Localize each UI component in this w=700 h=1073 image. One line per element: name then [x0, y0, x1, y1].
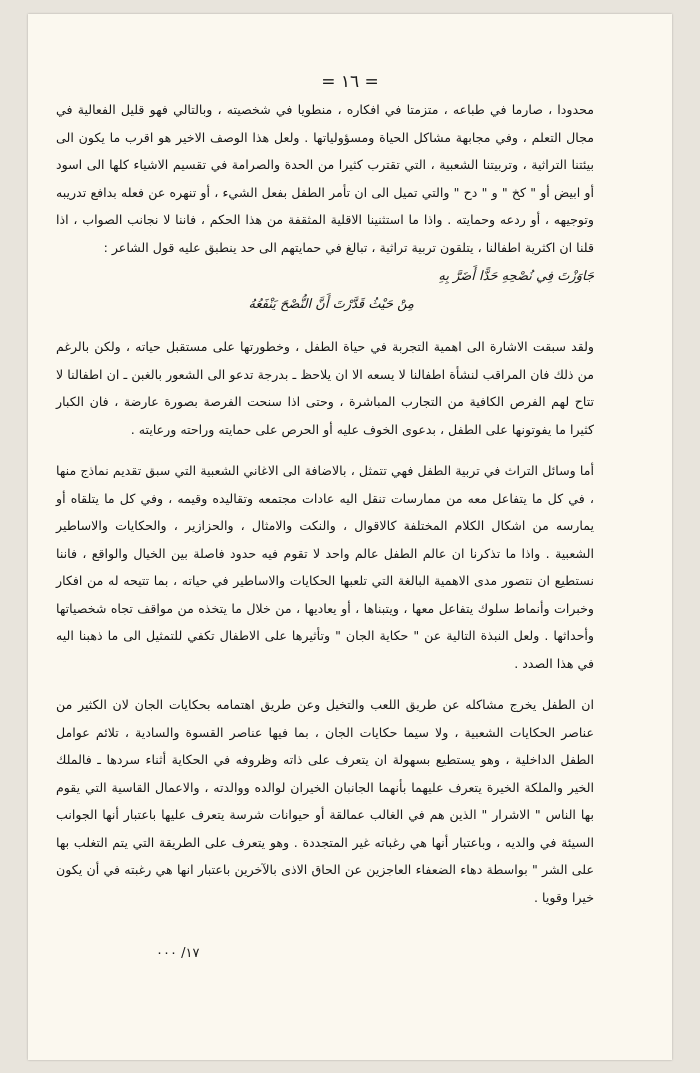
paragraph-4: ان الطفل يخرج مشاكله عن طريق اللعب والتخيل وعن طريق اهتمامه بحكايات الجان لان الكثير من عناصر الحكايات الشعبية ، ولا سيما حكايات الجان ، بما فيها عناصر القسوة والسادية ، تلائم عوامل الطفل الداخلية ، وهو يستطيع بسهولة ان يتعرف على ذاته وظروفه في الحكاية أثناء سردها ـ فالملك الخير والملكة الخيرة يتعرف عليهما بأنهما الجانبان الخيران لوالده ووالدته ، والاعمال القاسية التي يقوم بها الناس " الاشرار " الذين هم في الغالب عمالقة أو حيوانات شرسة يتعرف عليها باعتبار أنها الجوانب السيئة في والديه ، وباعتبار أنها هي رغباته غير المتجددة . وهو يتعرف على الطريقة التي يتم التغلب بها على الشر " بواسطة دهاء الضعفاء العاجزين عن الحاق الاذى بالآخرين باعتبار انها هي رغبته في أن يكون خيرا وقويا .	[56, 697, 594, 905]
paragraph-1: محدودا ، صارما في طباعه ، متزمتا في افكاره ، منطويا في شخصيته ، وبالتالي فهو قليل الفعالية في مجال التعلم ، وفي مجابهة مشاكل الحياة ومسؤولياتها . ولعل هذا الوصف الاخير هو اقرب ما يكون الى بيئتنا التراثية ، وتربيتنا الشعبية ، التي تقترب كثيرا من الحدة والصرامة في تقسيم الاشياء كلها الى اسود أو ابيض أو " كخ " و " دح " والتي تميل الى ان تأمر الطفل بفعل الشيء ، أو تنهره عن فعله بدافع تدريبه وتوجيهه ، أو ردعه وحمايته . واذا ما استثنينا الاقلية المثقفة من هذا الحكم ، فاننا لا نجانب الصواب ، اذا قلنا ان اكثرية اطفالنا ، يتلقون تربية تراثية ، تبالغ في حمايتهم الى حد ينطبق عليه قول الشاعر :	[56, 102, 594, 255]
footer-reference: ١٧/ ٠٠٠	[156, 946, 200, 961]
verse-line-1: جَاوَزْتَ فِي نُصْحِهِ حَدًّا أَضَرَّ بِهِ	[438, 269, 594, 284]
page-body	[56, 96, 594, 911]
document-page	[28, 14, 672, 1060]
paragraph-2: ولقد سبقت الاشارة الى اهمية التجربة في حياة الطفل ، وخطورتها على مستقبل حياته ، ولكن بالرغم من ذلك فان المراقب لنشأة اطفالنا لا يسعه الا ان يلاحظ ـ بدرجة تدعو الى الشعور بالغبن ـ ان اطفالنا لا تتاح لهم الفرص الكافية من التجارب المباشرة ، وحتى اذا سنحت الفرصة بصورة عارضة ، فان الكبار كثيرا ما يفوتونها على الطفل ، بدعوى الخوف عليه أو الحرص على حمايته وراحته ورعايته .	[56, 339, 594, 437]
page-number: = ١٦ =	[321, 72, 379, 92]
verse-line-2: مِنْ حَيْثُ قَدَّرْتَ أَنَّ النُّصْحَ يَنْفَعُهُ	[248, 297, 414, 312]
paragraph-3: أما وسائل التراث في تربية الطفل فهي تتمثل ، بالاضافة الى الاغاني الشعبية التي سبق تقديم نماذج منها ، في كل ما يتفاعل معه من ممارسات تنقل اليه عادات مجتمعه وتقاليده وقيمه ، وفي كل ما يتلقاه أو يمارسه من اشكال الكلام المختلفة كالاقوال ، والنكت والامثال ، والحزازير ، والحكايات والاساطير الشعبية . واذا ما تذكرنا ان عالم الطفل عالم واحد لا تقوم فيه حدود فاصلة بين الخيال والواقع ، فاننا نستطيع ان نتصور مدى الاهمية البالغة التي تلعبها الحكايات والاساطير في حياته ، بما تتيحه له من افكار وخبرات وأنماط سلوك يتفاعل معها ، ويتبناها ، أو يعاديها ، من خلال ما يتخذه من مواقف تجاه شخصياتها وأحداثها . ولعل النبذة التالية عن " حكاية الجان " وتأثيرها على الاطفال تكفي للتمثيل الى ما ذهبنا اليه في هذا الصدد .	[56, 463, 594, 671]
poetry-verse	[56, 263, 594, 319]
